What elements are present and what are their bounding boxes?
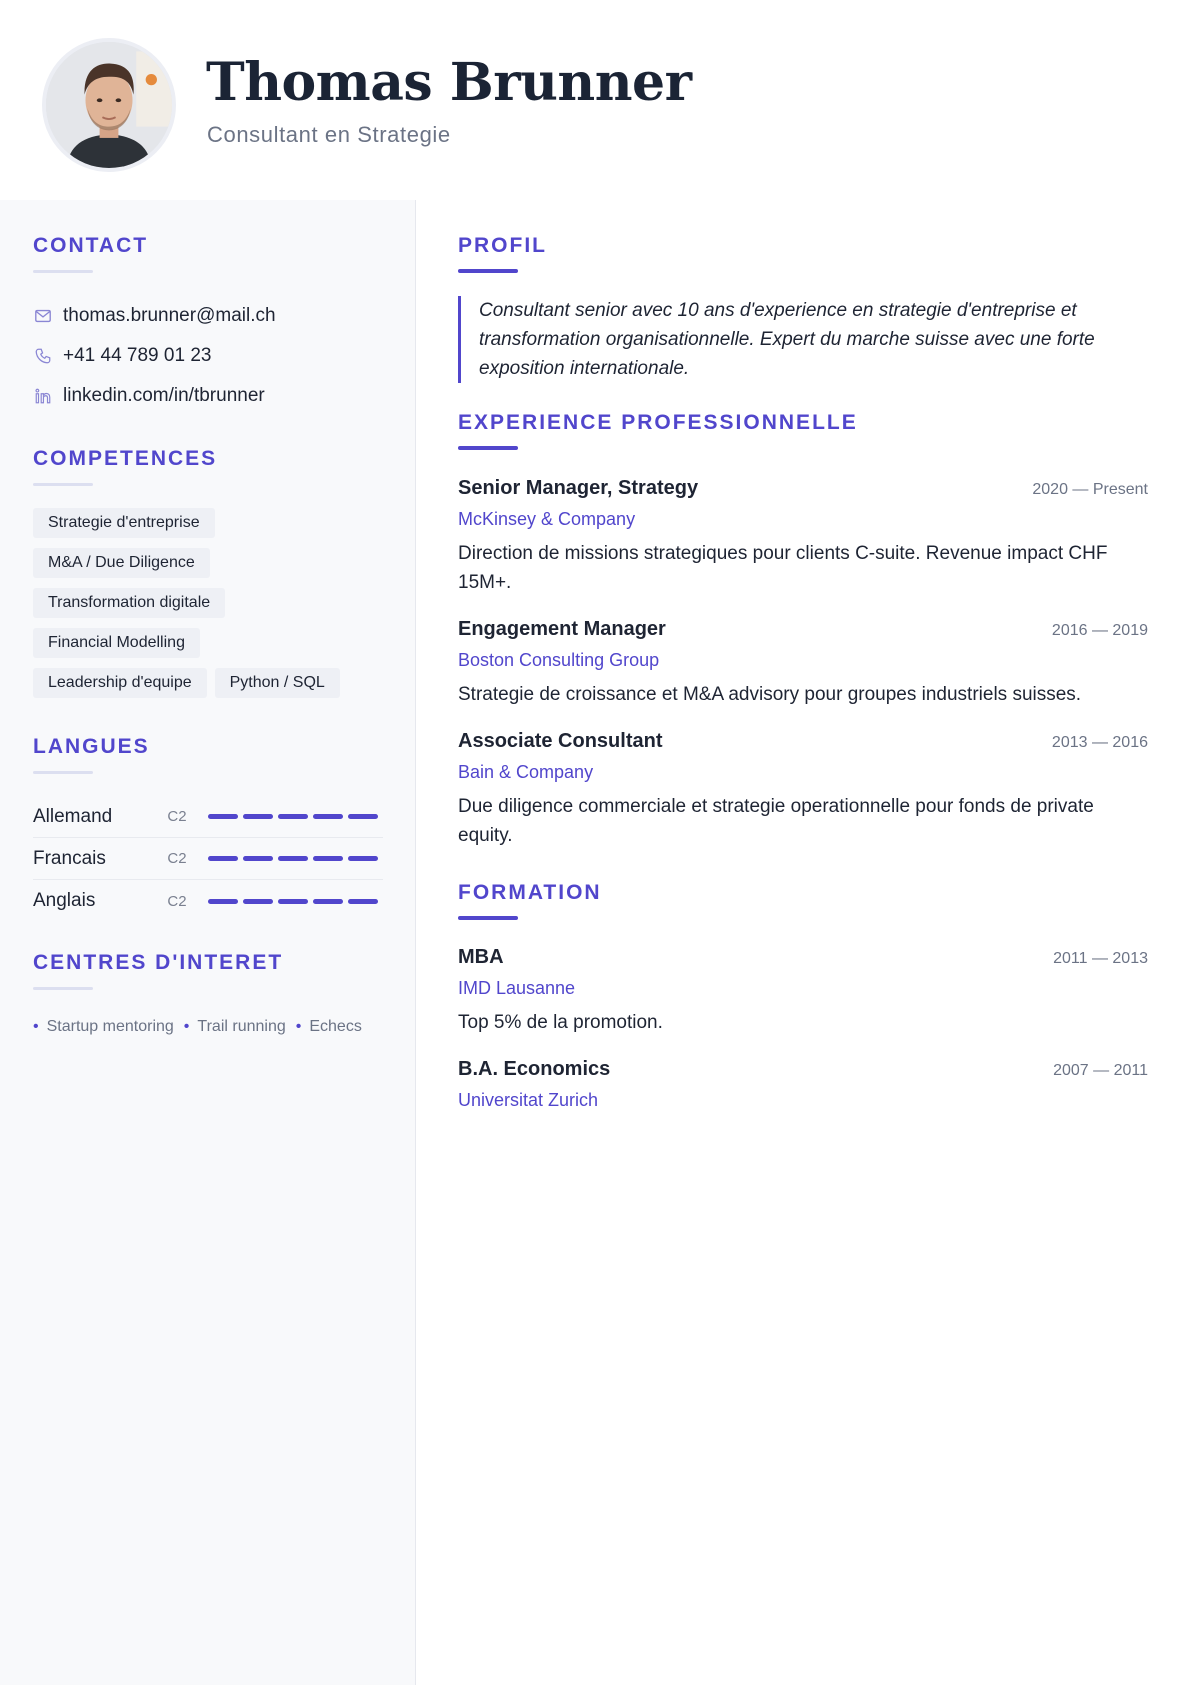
language-row — [33, 838, 383, 880]
main-content — [417, 200, 1191, 1685]
language-level: C2 — [167, 892, 187, 910]
candidate-role: Consultant en Strategie — [207, 122, 451, 147]
contact-phone[interactable] — [33, 342, 211, 370]
language-row — [33, 796, 383, 838]
skills-list — [33, 508, 393, 708]
experience-job-title: Associate Consultant — [458, 730, 663, 752]
profile-title: PROFIL — [458, 234, 547, 257]
rating-bar — [208, 814, 238, 819]
experience-date: 2013 — 2016 — [1051, 734, 1148, 751]
phone-icon — [33, 346, 53, 366]
language-rating — [208, 814, 383, 819]
linkedin-icon — [33, 386, 53, 406]
interest-item: • Startup mentoring — [33, 1018, 174, 1035]
skills-title-rule — [33, 483, 93, 486]
experience-description: Direction de missions strategiques pour clients C-suite. Revenue impact CHF 15M+. — [458, 543, 1108, 593]
rating-bar — [243, 814, 273, 819]
rating-bar — [278, 856, 308, 861]
rating-bar — [313, 814, 343, 819]
rating-bar — [208, 899, 238, 904]
contact-title-rule — [33, 270, 93, 273]
rating-bar — [313, 899, 343, 904]
rating-bar — [348, 899, 378, 904]
education-degree: B.A. Economics — [458, 1058, 611, 1080]
header — [0, 0, 1191, 200]
experience-company: Boston Consulting Group — [458, 650, 660, 670]
languages-title-rule — [33, 771, 93, 774]
candidate-name: Thomas Brunner — [206, 52, 692, 113]
interest-item: • Trail running — [183, 1018, 286, 1035]
experience-job-title: Engagement Manager — [458, 618, 666, 640]
contact-email[interactable] — [33, 302, 276, 330]
profile-quote — [458, 296, 1158, 383]
interests-list — [33, 1018, 372, 1036]
experience-date: 2016 — 2019 — [1051, 622, 1148, 639]
envelope-icon — [33, 306, 53, 326]
skills-title: COMPETENCES — [33, 447, 218, 470]
profile-text: Consultant senior avec 10 ans d'experience en strategie d'entreprise et transformation organisationnelle. Expert du marche suisse avec une forte exposition internationale. — [479, 300, 1095, 379]
education-degree: MBA — [458, 946, 504, 968]
language-level: C2 — [167, 808, 187, 825]
avatar-photo — [46, 42, 172, 168]
rating-bar — [243, 856, 273, 861]
rating-bar — [348, 856, 378, 861]
education-description: Top 5% de la promotion. — [458, 1012, 663, 1033]
skill-chip: Transformation digitale — [33, 588, 225, 618]
skill-chip: Leadership d'equipe — [33, 668, 207, 698]
email-text: thomas.brunner@mail.ch — [63, 305, 276, 326]
education-date: 2011 — 2013 — [1053, 950, 1148, 967]
experience-company: Bain & Company — [458, 762, 594, 782]
experience-description: Due diligence commerciale et strategie operationnelle pour fonds de private equity. — [458, 796, 1094, 846]
education-school: IMD Lausanne — [458, 978, 576, 998]
rating-bar — [313, 856, 343, 861]
linkedin-text: linkedin.com/in/tbrunner — [63, 385, 265, 406]
languages-title: LANGUES — [33, 735, 150, 758]
interests-title: CENTRES D'INTERET — [33, 951, 284, 974]
experience-title: EXPERIENCE PROFESSIONNELLE — [458, 411, 858, 434]
experience-description: Strategie de croissance et M&A advisory pour groupes industriels suisses. — [458, 684, 1082, 705]
profile-title-rule — [458, 269, 518, 273]
language-name: Francais — [33, 847, 106, 869]
skill-chip: Python / SQL — [215, 668, 340, 698]
skill-chip: M&A / Due Diligence — [33, 548, 210, 578]
language-rating — [208, 856, 383, 861]
experience-job-title: Senior Manager, Strategy — [458, 477, 699, 499]
rating-bar — [278, 814, 308, 819]
rating-bar — [208, 856, 238, 861]
language-row — [33, 880, 383, 922]
education-school: Universitat Zurich — [458, 1090, 599, 1110]
experience-company: McKinsey & Company — [458, 509, 636, 529]
language-name: Allemand — [33, 805, 113, 827]
language-rating — [208, 899, 383, 904]
phone-text: +41 44 789 01 23 — [63, 345, 212, 366]
experience-date: 2020 — Present — [1032, 481, 1148, 498]
rating-bar — [348, 814, 378, 819]
contact-linkedin[interactable] — [33, 382, 265, 410]
skill-chip: Financial Modelling — [33, 628, 200, 658]
rating-bar — [243, 899, 273, 904]
sidebar — [0, 200, 416, 1685]
contact-title: CONTACT — [33, 234, 149, 257]
language-level: C2 — [167, 850, 187, 867]
education-date: 2007 — 2011 — [1053, 1062, 1148, 1079]
experience-title-rule — [458, 446, 518, 450]
education-title: FORMATION — [458, 881, 602, 904]
language-name: Anglais — [33, 890, 96, 911]
interest-item: • Echecs — [295, 1018, 362, 1035]
avatar — [42, 38, 176, 172]
interests-title-rule — [33, 987, 93, 990]
rating-bar — [278, 899, 308, 904]
education-title-rule — [458, 916, 518, 920]
skill-chip: Strategie d'entreprise — [33, 508, 215, 538]
